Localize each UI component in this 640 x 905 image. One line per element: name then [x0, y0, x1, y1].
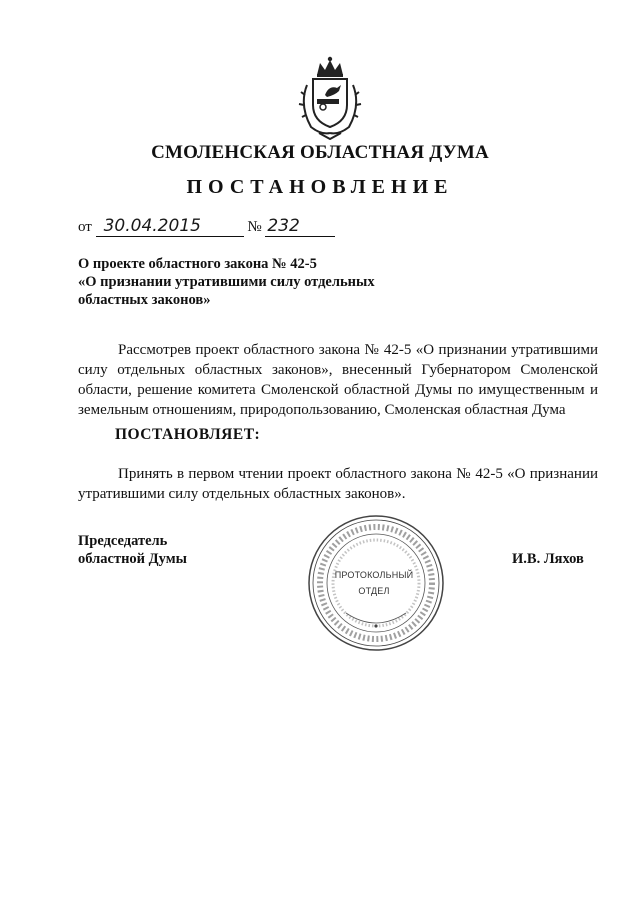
subject-line-3: областных законов» [78, 292, 211, 308]
seal-label [334, 567, 414, 599]
coat-of-arms-icon [295, 55, 365, 140]
document-type-title: ПОСТАНОВЛЕНИЕ [186, 176, 454, 198]
document-number: 232 [267, 216, 300, 236]
resolution-paragraph: Принять в первом чтении проект областного закона № 42-5 «О признании утратившими силу отдельных областных законов». [78, 466, 598, 502]
subject-line-1: О проекте областного закона № 42-5 [78, 256, 317, 272]
position-line-2: областной Думы [78, 551, 187, 567]
date-number-line [78, 216, 335, 237]
decree-heading: ПОСТАНОВЛЯЕТ: [115, 426, 261, 443]
seal-label-line-1: ПРОТОКОЛЬНЫЙ [334, 570, 414, 580]
position-line-1: Председатель [78, 533, 168, 549]
subject-line-2: «О признании утратившими силу отдельных [78, 274, 375, 290]
document-subject [78, 255, 375, 309]
document-date: 30.04.2015 [103, 216, 201, 236]
seal-label-line-2: ОТДЕЛ [358, 586, 390, 596]
number-label: № [247, 219, 262, 235]
signatory-position [78, 532, 187, 568]
signatory-name: И.В. Ляхов [512, 551, 584, 567]
preamble-paragraph: Рассмотрев проект областного закона № 42-5 «О признании утратившими силу отдельных областных законов», внесенный Губернатором Смоленской области, решение комитета Смоленской областной Думы по имущественным и земельным отношениям, природопользованию, Смоленская областная Дума [78, 342, 598, 418]
organization-name: СМОЛЕНСКАЯ ОБЛАСТНАЯ ДУМА [151, 142, 489, 163]
date-from-label: от [78, 219, 92, 235]
